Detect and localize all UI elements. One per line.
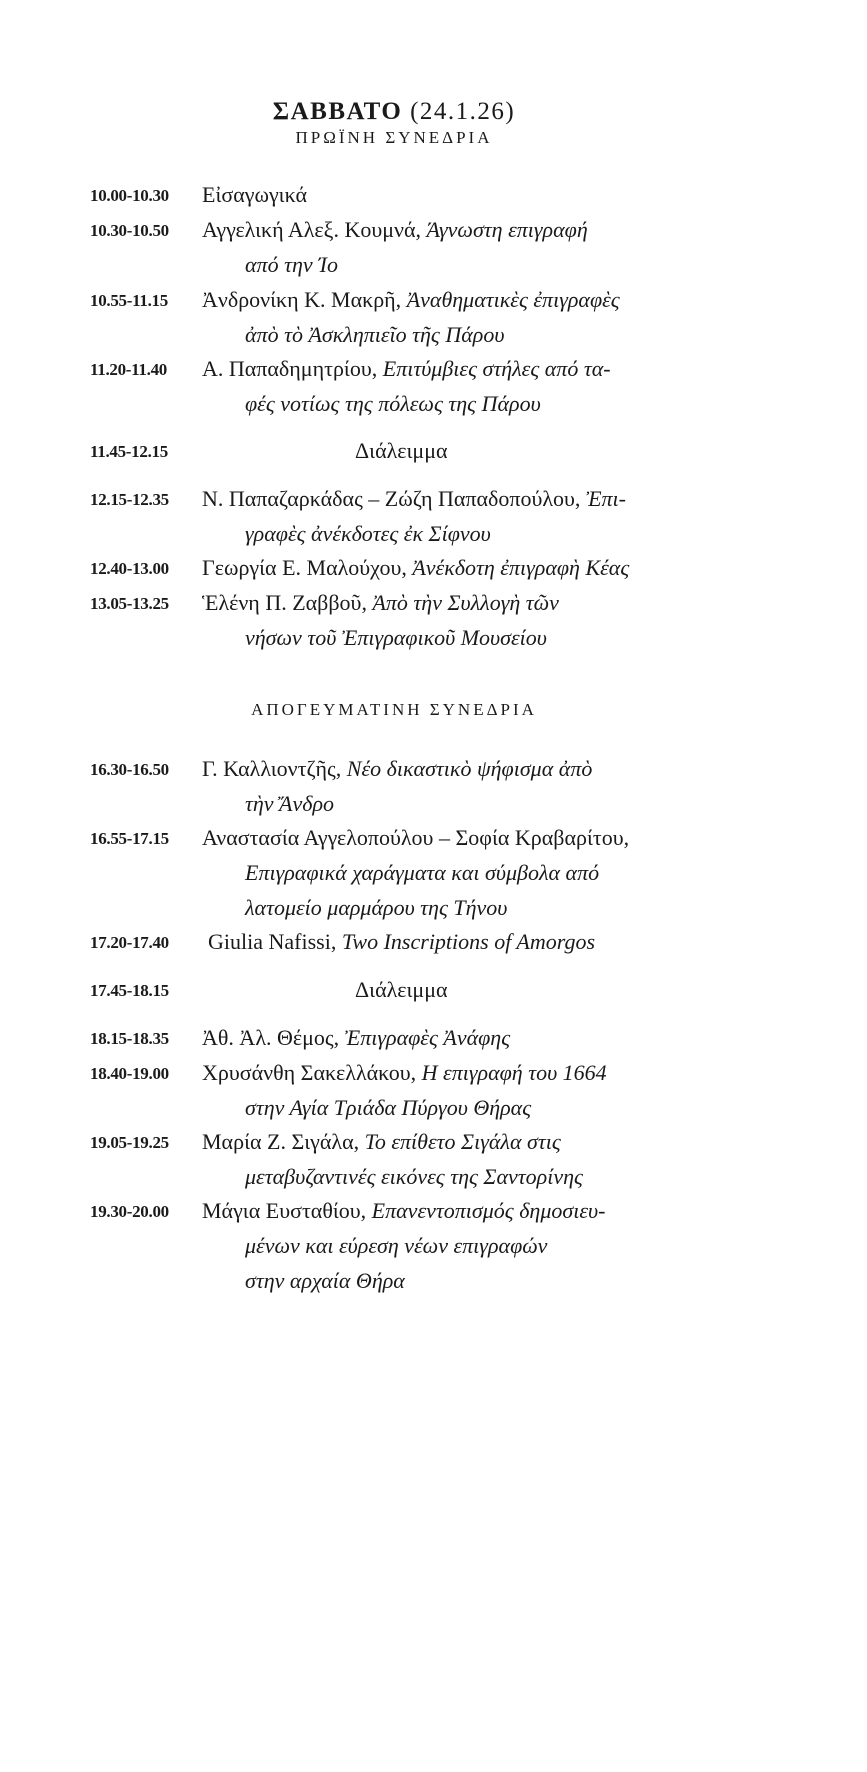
- speaker-name: Γεωργία Ε. Μαλούχου,: [202, 555, 407, 580]
- time-slot: 10.55-11.15: [90, 291, 168, 310]
- speaker-name: Μάγια Ευσταθίου,: [202, 1198, 367, 1223]
- speaker-name: Γ. Καλλιοντζῆς,: [202, 756, 342, 781]
- talk-title: Επανεντοπισμός δημοσιευ-: [371, 1198, 606, 1223]
- talk-title-continued: γραφὲς ἀνέκδοτες ἐκ Σίφνου: [245, 521, 491, 546]
- talk-title-continued: από την Ίο: [245, 252, 338, 277]
- time-slot: 18.15-18.35: [90, 1029, 169, 1048]
- time-slot: 13.05-13.25: [90, 594, 169, 613]
- talk-title-continued: τὴν Ἄνδρο: [245, 791, 335, 816]
- break-label: Διάλειμμα: [355, 438, 448, 463]
- talk-title-continued: στην αρχαία Θήρα: [245, 1268, 405, 1293]
- speaker-name: Ν. Παπαζαρκάδας – Ζώζη Παπαδοπούλου,: [202, 486, 581, 511]
- time-slot: 17.45-18.15: [90, 981, 169, 1000]
- morning-session-heading: ΠΡΩΪΝΗ ΣΥΝΕΔΡΙΑ: [295, 128, 493, 147]
- speaker-name: Αναστασία Αγγελοπούλου – Σοφία Κραβαρίτου,: [202, 825, 630, 850]
- talk-title: Νέο δικαστικὸ ψήφισμα ἀπὸ: [346, 756, 593, 781]
- talk-title: Το επίθετο Σιγάλα στις: [364, 1129, 561, 1154]
- time-slot: 17.20-17.40: [90, 933, 169, 952]
- speaker-name: Χρυσάνθη Σακελλάκου,: [202, 1060, 417, 1085]
- speaker-name: Ἀνδρονίκη Κ. Μακρῆ,: [202, 287, 402, 312]
- speaker-name: Giulia Nafissi,: [208, 929, 337, 954]
- speaker-name: Α. Παπαδημητρίου,: [202, 356, 378, 381]
- time-slot: 11.20-11.40: [90, 360, 167, 379]
- afternoon-session-heading: ΑΠΟΓΕΥΜΑΤΙΝΗ ΣΥΝΕΔΡΙΑ: [251, 700, 537, 719]
- talk-title: Η επιγραφή του 1664: [421, 1060, 607, 1085]
- break-label: Διάλειμμα: [355, 977, 448, 1002]
- time-slot: 18.40-19.00: [90, 1064, 169, 1083]
- talk-title: Ἀναθηματικὲς ἐπιγραφὲς: [406, 287, 620, 312]
- time-slot: 11.45-12.15: [90, 442, 168, 461]
- speaker-name: Μαρία Ζ. Σιγάλα,: [202, 1129, 360, 1154]
- time-slot: 10.00-10.30: [90, 186, 169, 205]
- talk-title: Two Inscriptions of Amorgos: [341, 929, 596, 954]
- day-title: ΣΑΒΒΑΤΟ: [272, 98, 403, 125]
- talk-title-continued: μεταβυζαντινές εικόνες της Σαντορίνης: [245, 1164, 583, 1189]
- talk-title-continued: μένων και εύρεση νέων επιγραφών: [245, 1233, 548, 1258]
- speaker-name: Ἑλένη Π. Ζαββοῦ,: [202, 590, 367, 615]
- speaker-name: Ἀθ. Ἀλ. Θέμος,: [202, 1025, 340, 1050]
- talk-title: Ἀνέκδοτη ἐπιγραφὴ Κέας: [412, 555, 630, 580]
- talk-title-continued: νήσων τοῦ Ἐπιγραφικοῦ Μουσείου: [245, 625, 547, 650]
- time-slot: 12.15-12.35: [90, 490, 169, 509]
- talk-title: Ἐπι-: [585, 486, 626, 511]
- talk-title: Ἐπιγραφὲς Ἀνάφης: [344, 1025, 511, 1050]
- talk-title-continued: στην Αγία Τριάδα Πύργου Θήρας: [245, 1095, 532, 1120]
- time-slot: 16.30-16.50: [90, 760, 169, 779]
- talk-title: Ἀπὸ τὴν Συλλογὴ τῶν: [372, 590, 559, 615]
- time-slot: 19.05-19.25: [90, 1133, 169, 1152]
- talk-title-continued: λατομείο μαρμάρου της Τήνου: [245, 895, 508, 920]
- talk-title-continued: ἀπὸ τὸ Ἀσκληπιεῖο τῆς Πάρου: [245, 322, 505, 347]
- time-slot: 16.55-17.15: [90, 829, 169, 848]
- day-date: (24.1.26): [410, 98, 516, 125]
- time-slot: 12.40-13.00: [90, 559, 169, 578]
- speaker-name: Εἰσαγωγικά: [202, 182, 308, 207]
- talk-title-continued: φές νοτίως της πόλεως της Πάρου: [245, 391, 541, 416]
- talk-title: Επιτύμβιες στήλες από τα-: [382, 356, 611, 381]
- time-slot: 10.30-10.50: [90, 221, 169, 240]
- page-title: [0, 98, 788, 126]
- time-slot: 19.30-20.00: [90, 1202, 169, 1221]
- speaker-name: Αγγελική Αλεξ. Κουμνά,: [202, 217, 422, 242]
- talk-title: Άγνωστη επιγραφή: [426, 217, 588, 242]
- talk-title-continued: Επιγραφικά χαράγματα και σύμβολα από: [245, 860, 600, 885]
